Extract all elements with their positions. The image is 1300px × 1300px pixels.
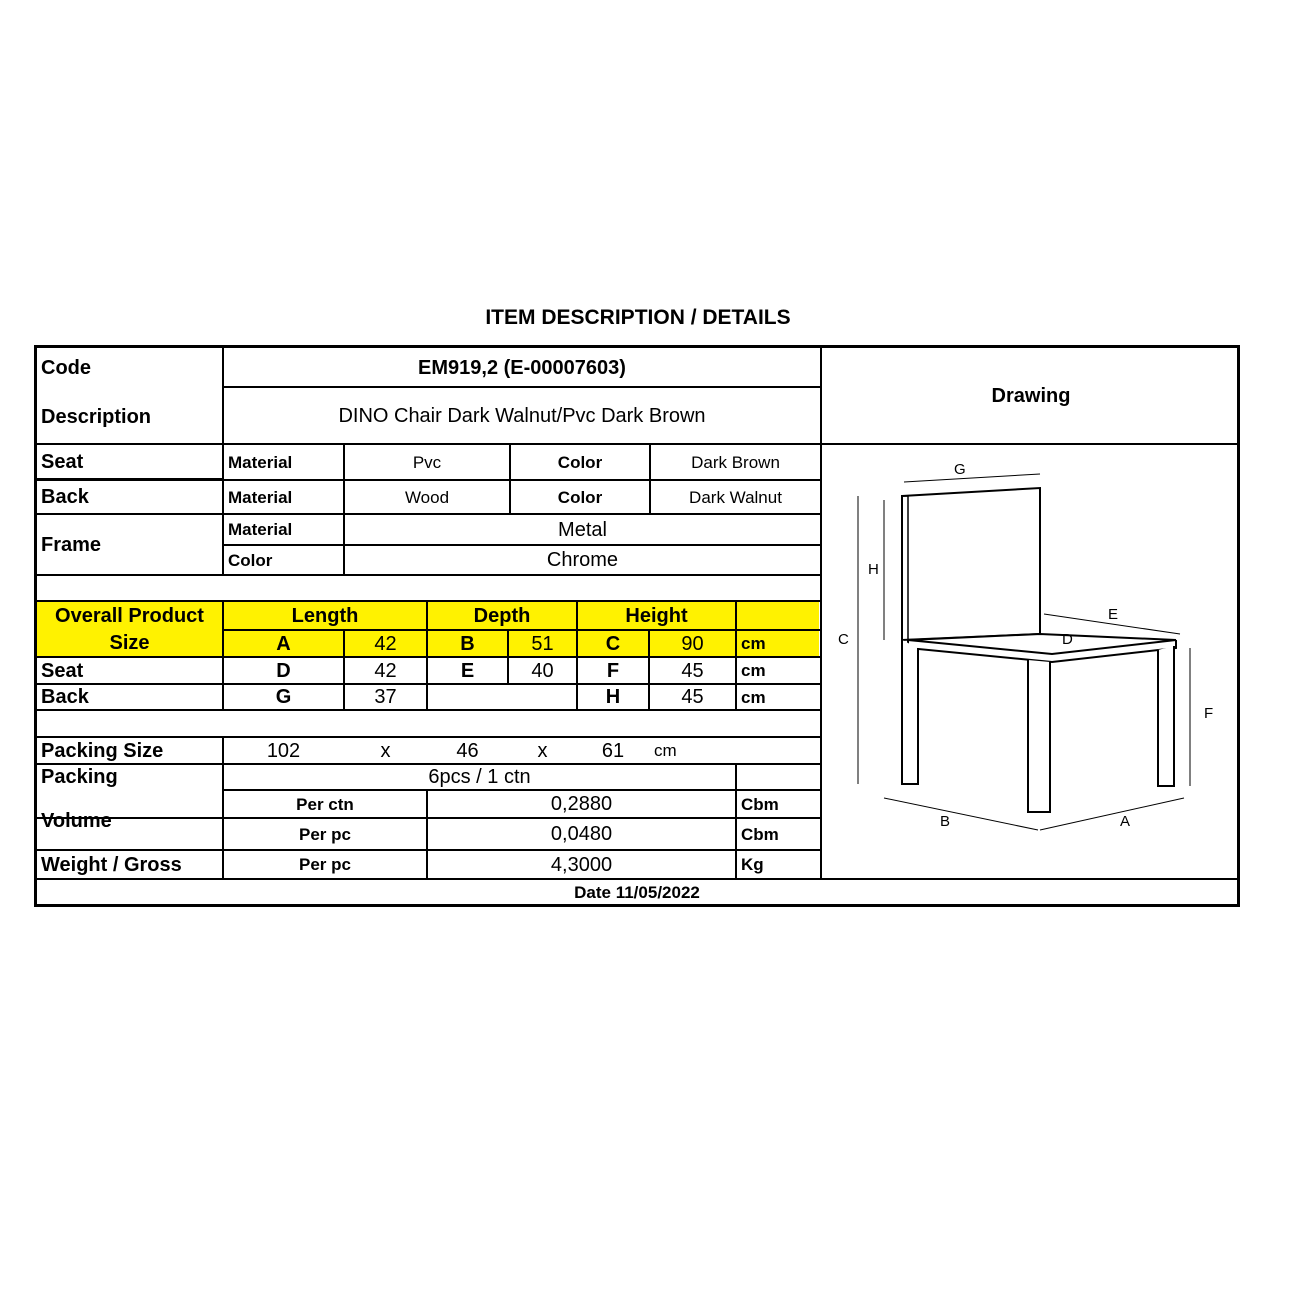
overall-size-label-2: Size — [109, 631, 150, 654]
dim-b-letter: B — [460, 632, 475, 655]
overall-size-label-1: Overall Product — [55, 604, 204, 627]
chair-backrest — [902, 488, 1040, 640]
packing-size-label: Packing Size — [41, 739, 164, 762]
packing-size-x1: x — [380, 739, 391, 762]
drawing-letter-b: B — [940, 813, 951, 830]
height-header: Height — [625, 604, 688, 627]
dim-h-value: 45 — [681, 686, 704, 708]
back-material-label: Material — [228, 487, 293, 507]
chair-leg-back-left — [902, 640, 918, 784]
dim-c-value: 90 — [681, 632, 704, 655]
page-title: ITEM DESCRIPTION / DETAILS — [485, 306, 791, 329]
drawing-letter-d: D — [1062, 631, 1073, 648]
volume-per-ctn-unit: Cbm — [741, 794, 779, 814]
dim-h-letter: H — [605, 686, 621, 708]
dim-line-g — [904, 474, 1040, 482]
weight-value: 4,3000 — [550, 853, 613, 876]
dim-d-value: 42 — [374, 659, 397, 682]
dim-line-b — [884, 798, 1038, 830]
packing-size-x2: x — [537, 739, 548, 762]
back-dims-unit: cm — [741, 687, 766, 707]
packing-label: Packing — [41, 766, 118, 788]
back-dims-label: Back — [41, 686, 89, 708]
dim-g-letter: G — [275, 686, 292, 708]
weight-unit: Kg — [741, 855, 764, 874]
overall-unit: cm — [741, 634, 766, 653]
back-label: Back — [41, 486, 89, 508]
dim-f-letter: F — [606, 659, 620, 682]
volume-per-ctn-label: Per ctn — [296, 794, 354, 814]
code-value: EM919,2 (E-00007603) — [418, 356, 626, 379]
volume-per-pc-value: 0,0480 — [550, 823, 613, 845]
grid-line — [37, 574, 822, 576]
volume-per-ctn-value: 0,2880 — [550, 793, 613, 815]
back-color-label: Color — [557, 487, 603, 507]
seat-dims-unit: cm — [741, 661, 766, 680]
chair-diagram — [818, 444, 1238, 876]
packing-value: 6pcs / 1 ctn — [428, 766, 531, 788]
dim-e-letter: E — [460, 659, 475, 682]
back-material-value: Wood — [404, 487, 450, 507]
length-header: Length — [291, 604, 359, 627]
code-label: Code — [41, 356, 91, 379]
frame-material-value: Metal — [558, 518, 607, 541]
seat-dims-label: Seat — [41, 659, 84, 682]
frame-material-label: Material — [228, 520, 293, 539]
seat-color-value: Dark Brown — [691, 452, 780, 472]
frame-label: Frame — [41, 533, 102, 556]
description-value: DINO Chair Dark Walnut/Pvc Dark Brown — [338, 404, 706, 427]
seat-material-value: Pvc — [412, 452, 442, 472]
dim-a-letter: A — [276, 632, 291, 655]
frame-color-value: Chrome — [546, 549, 619, 571]
depth-header: Depth — [473, 604, 531, 627]
volume-per-pc-label: Per pc — [299, 824, 351, 844]
frame-color-label: Color — [228, 550, 273, 570]
drawing-letter-a: A — [1120, 813, 1131, 830]
drawing-letter-g: G — [954, 461, 966, 478]
drawing-letter-c: C — [838, 631, 849, 648]
packing-size-unit: cm — [654, 741, 677, 760]
seat-material-label: Material — [228, 452, 293, 472]
dim-line-a — [1040, 798, 1184, 830]
dim-c-letter: C — [605, 632, 621, 655]
packing-size-width: 46 — [456, 739, 479, 762]
grid-line — [37, 709, 822, 711]
dim-b-value: 51 — [531, 632, 554, 655]
dim-f-value: 45 — [681, 659, 704, 682]
drawing-letter-f: F — [1204, 705, 1214, 722]
drawing-letter-h: H — [868, 561, 879, 578]
volume-per-pc-unit: Cbm — [741, 824, 779, 844]
dim-g-value: 37 — [374, 686, 397, 708]
drawing-label: Drawing — [991, 384, 1071, 407]
weight-per-pc-label: Per pc — [299, 855, 351, 874]
packing-size-height: 61 — [601, 739, 625, 762]
volume-label: Volume — [41, 810, 112, 832]
date-label: Date 11/05/2022 — [574, 883, 700, 902]
description-label: Description — [41, 405, 152, 428]
dim-a-value: 42 — [374, 632, 397, 655]
seat-color-label: Color — [557, 452, 603, 472]
weight-label: Weight / Gross — [41, 853, 182, 876]
packing-size-length: 102 — [266, 739, 301, 762]
back-color-value: Dark Walnut — [689, 487, 782, 507]
chair-drawing — [818, 444, 1238, 876]
chair-leg-front-left — [1028, 660, 1050, 812]
chair-leg-front-right — [1158, 646, 1174, 786]
dim-d-letter: D — [276, 659, 291, 682]
drawing-letter-e: E — [1108, 606, 1119, 623]
dim-e-value: 40 — [531, 659, 554, 682]
seat-label: Seat — [41, 451, 84, 473]
